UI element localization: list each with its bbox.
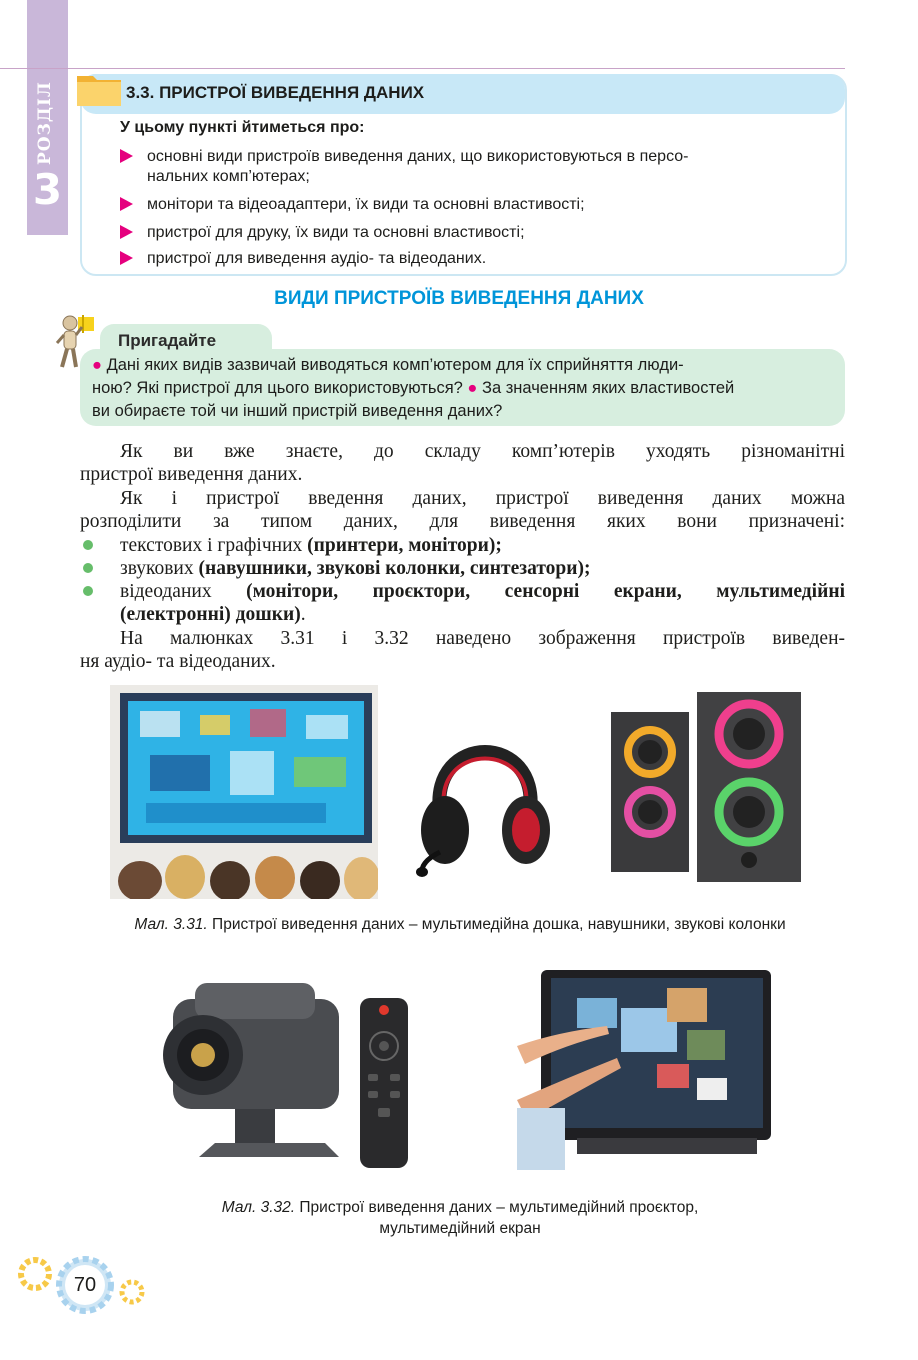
list-item: текстових і графічних (принтери, монітори);: [120, 535, 502, 556]
list-item: звукових (навушники, звукові колонки, синтезатори);: [120, 558, 591, 579]
touchscreen-monitor-image: [517, 968, 773, 1170]
triangle-bullet-icon: [120, 251, 133, 265]
top-rule: [0, 68, 845, 69]
paragraph-line: ня аудіо- та відеоданих.: [80, 651, 276, 672]
paragraph-line: Як і пристрої введення даних, пристрої виведення даних можна: [120, 488, 845, 509]
section-title: 3.3. ПРИСТРОЇ ВИВЕДЕННЯ ДАНИХ: [126, 83, 425, 102]
triangle-bullet-icon: [120, 225, 133, 239]
green-bullet-icon: [83, 563, 93, 573]
subsection-heading: ВИДИ ПРИСТРОЇВ ВИВЕДЕННЯ ДАНИХ: [274, 288, 644, 309]
bullet-dot-icon: ●: [467, 379, 478, 397]
list-item: відеоданих (монітори, проєктори, сенсорні екрани, мультимедійні: [120, 581, 845, 602]
list-item-continuation: (електронні) дошки).: [120, 604, 306, 625]
paragraph-line: На малюнках 3.31 і 3.32 наведено зображення пристроїв виведен-: [120, 628, 845, 649]
multimedia-board-image: [110, 685, 378, 899]
remote-control-image: [358, 996, 410, 1170]
triangle-bullet-icon: [120, 197, 133, 211]
green-bullet-icon: [83, 586, 93, 596]
figure-caption: Мал. 3.31. Пристрої виведення даних – мультимедійна дошка, навушники, звукові колонки: [134, 916, 786, 933]
headphones-image: [410, 712, 560, 877]
figure-caption: Мал. 3.32. Пристрої виведення даних – мультимедійний проєктор, мультимедійний екран: [221, 1199, 699, 1237]
page-number: 70: [65, 1265, 105, 1305]
triangle-bullet-icon: [120, 149, 133, 163]
chapter-number: 3: [32, 165, 63, 214]
section-intro: У цьому пункті йтиметься про:: [120, 119, 365, 136]
paragraph-line: Як ви вже знаєте, до складу комп’ютерів уходять різноманітні: [120, 441, 845, 462]
projector-image: [155, 975, 355, 1165]
speakers-image: [605, 690, 805, 885]
paragraph-line: пристрої виведення даних.: [80, 464, 303, 485]
paragraph-line: розподілити за типом даних, для виведення яких вони призначені:: [80, 511, 845, 532]
recall-title: Пригадайте: [118, 331, 217, 350]
green-bullet-icon: [83, 540, 93, 550]
folder-icon: [75, 70, 123, 108]
chapter-word: РОЗДІЛ: [35, 81, 55, 165]
bullet-dot-icon: ●: [92, 356, 102, 374]
recall-text: ● Дані яких видів зазвичай виводяться комп’ютером для їх сприйняття люди- ною? Які пристрої для цього використовуються? ● За значенням яких властивостей ви обираєте той чи інший пристрій виведення даних?: [92, 356, 735, 420]
